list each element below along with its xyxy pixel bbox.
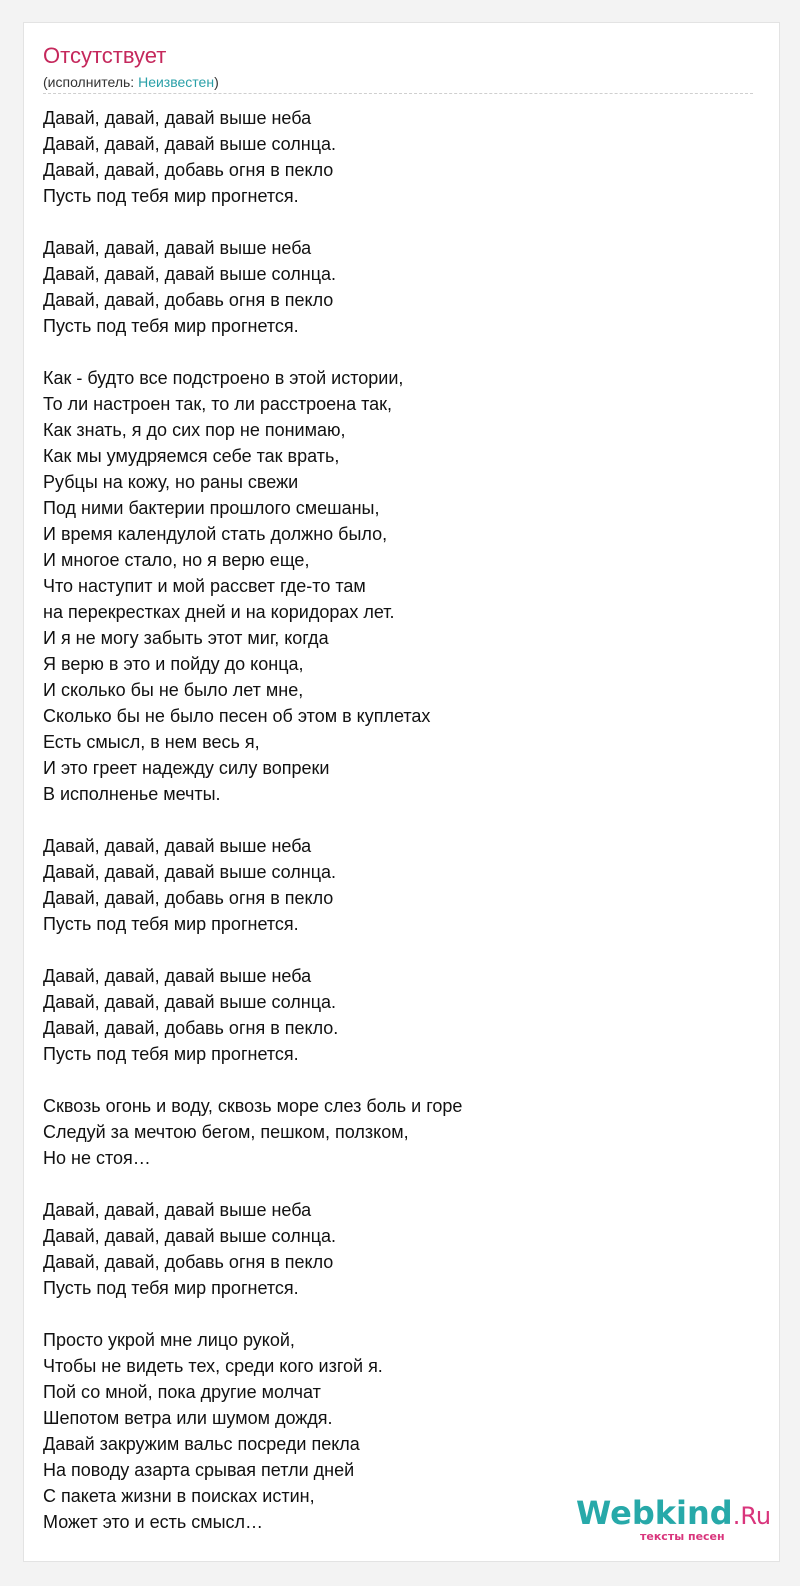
lyric-line: И сколько бы не было лет мне, <box>43 680 304 700</box>
lyric-line: Давай, давай, давай выше неба <box>43 1200 312 1220</box>
lyric-line: Что наступит и мой рассвет где-то там <box>43 576 366 596</box>
lyric-line: Может это и есть смысл… <box>43 1512 264 1532</box>
lyric-line: Давай, давай, давай выше солнца. <box>43 134 337 154</box>
lyric-line: Есть смысл, в нем весь я, <box>43 732 260 752</box>
lyric-line: Я верю в это и пойду до конца, <box>43 654 304 674</box>
lyric-line: И это греет надежду силу вопреки <box>43 758 330 778</box>
performer-suffix: ) <box>214 74 219 90</box>
lyric-line: Давай, давай, добавь огня в пекло <box>43 888 334 908</box>
lyric-line: Давай, давай, давай выше неба <box>43 238 312 258</box>
lyric-line: Давай, давай, добавь огня в пекло <box>43 290 334 310</box>
performer-link[interactable]: Неизвестен <box>138 74 215 90</box>
lyric-line: Но не стоя… <box>43 1148 151 1168</box>
stanza-break <box>43 1301 763 1327</box>
lyric-line: Давай, давай, давай выше неба <box>43 966 312 986</box>
lyric-line: С пакета жизни в поисках истин, <box>43 1486 315 1506</box>
lyric-line: Под ними бактерии прошлого смешаны, <box>43 498 380 518</box>
lyric-line: Пусть под тебя мир прогнется. <box>43 1278 299 1298</box>
stanza-break <box>43 1067 763 1093</box>
lyrics-text <box>43 105 763 1535</box>
stanza-break <box>43 339 763 365</box>
lyric-line: Давай, давай, добавь огня в пекло <box>43 160 334 180</box>
stanza-break <box>43 1171 763 1197</box>
lyric-line: На поводу азарта срывая петли дней <box>43 1460 355 1480</box>
stanza-break <box>43 807 763 833</box>
performer-prefix: (исполнитель: <box>43 74 139 90</box>
lyric-line: Давай, давай, давай выше солнца. <box>43 264 337 284</box>
lyric-line: И я не могу забыть этот миг, когда <box>43 628 329 648</box>
lyric-line: Пусть под тебя мир прогнется. <box>43 1044 299 1064</box>
lyric-line: Пусть под тебя мир прогнется. <box>43 914 299 934</box>
lyric-line: Как мы умудряемся себе так врать, <box>43 446 340 466</box>
lyric-line: Рубцы на кожу, но раны свежи <box>43 472 299 492</box>
lyric-line: И время календулой стать должно было, <box>43 524 388 544</box>
lyric-line: В исполненье мечты. <box>43 784 221 804</box>
stanza-break <box>43 209 763 235</box>
lyric-line: Давай, давай, давай выше неба <box>43 108 312 128</box>
logo-tagline: тексты песен <box>640 1530 725 1543</box>
lyric-line: Пусть под тебя мир прогнется. <box>43 186 299 206</box>
title-divider <box>43 93 753 94</box>
lyric-line: Просто укрой мне лицо рукой, <box>43 1330 295 1350</box>
lyric-line: Давай, давай, добавь огня в пекло. <box>43 1018 339 1038</box>
song-title: Отсутствует <box>43 43 167 68</box>
lyric-line: Давай, давай, давай выше солнца. <box>43 1226 337 1246</box>
lyric-line: Давай, давай, давай выше неба <box>43 836 312 856</box>
logo-domain: .Ru <box>732 1502 772 1530</box>
lyric-line: Шепотом ветра или шумом дождя. <box>43 1408 333 1428</box>
lyric-line: Как - будто все подстроено в этой истории, <box>43 368 404 388</box>
lyric-line: Пусть под тебя мир прогнется. <box>43 316 299 336</box>
lyric-line: Сколько бы не было песен об этом в куплетах <box>43 706 431 726</box>
logo-name: Webkind <box>576 1494 733 1532</box>
lyric-line: Давай, давай, давай выше солнца. <box>43 992 337 1012</box>
lyric-line: Давай закружим вальс посреди пекла <box>43 1434 360 1454</box>
lyric-line: И многое стало, но я верю еще, <box>43 550 310 570</box>
lyrics-card <box>23 22 780 1562</box>
webkind-logo[interactable] <box>576 1493 776 1553</box>
lyric-line: Давай, давай, давай выше солнца. <box>43 862 337 882</box>
lyric-line: Пой со мной, пока другие молчат <box>43 1382 321 1402</box>
stanza-break <box>43 937 763 963</box>
lyric-line: Давай, давай, добавь огня в пекло <box>43 1252 334 1272</box>
lyric-line: То ли настроен так, то ли расстроена так, <box>43 394 393 414</box>
lyric-line: Чтобы не видеть тех, среди кого изгой я. <box>43 1356 383 1376</box>
lyric-line: Следуй за мечтою бегом, пешком, ползком, <box>43 1122 409 1142</box>
performer-line <box>43 73 219 91</box>
lyric-line: на перекрестках дней и на коридорах лет. <box>43 602 395 622</box>
lyric-line: Как знать, я до сих пор не понимаю, <box>43 420 346 440</box>
lyric-line: Сквозь огонь и воду, сквозь море слез боль и горе <box>43 1096 463 1116</box>
